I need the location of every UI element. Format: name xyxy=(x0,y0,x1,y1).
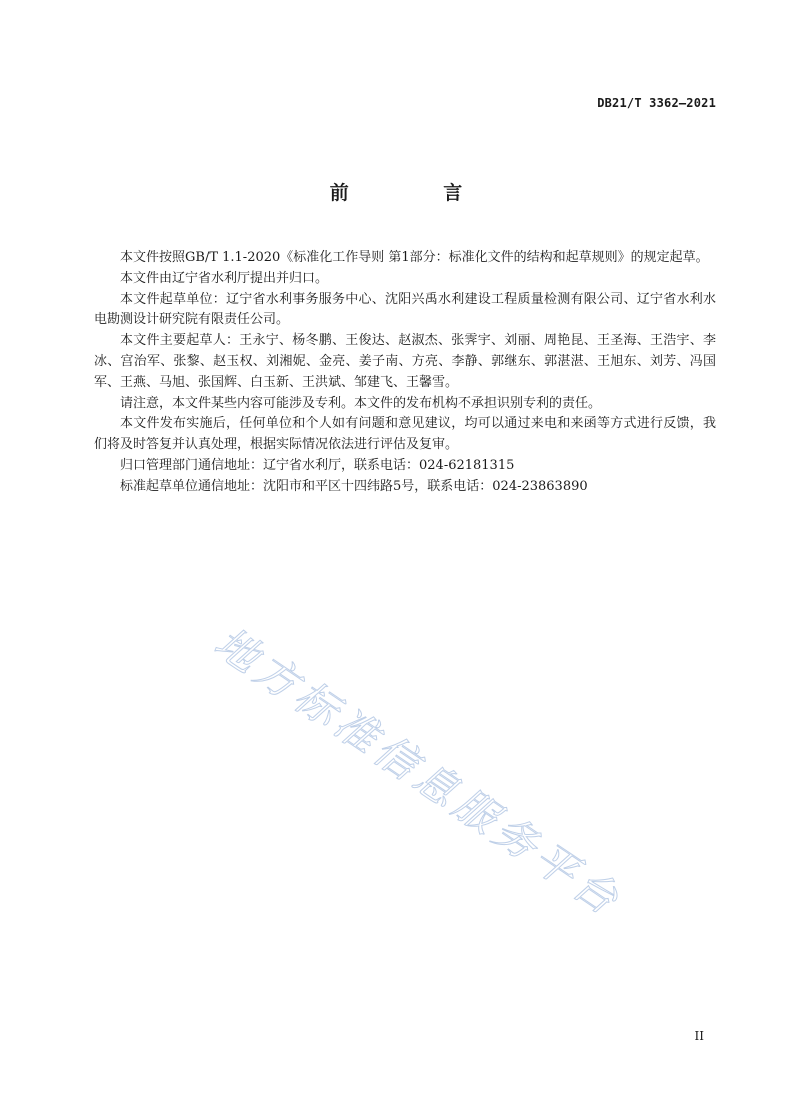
paragraph-management-contact: 归口管理部门通信地址：辽宁省水利厅，联系电话：024-62181315 xyxy=(120,457,515,473)
watermark: 地方标准信息服务平台 xyxy=(205,617,632,927)
paragraph-patent-notice: 请注意，本文件某些内容可能涉及专利。本文件的发布机构不承担识别专利的责任。 xyxy=(120,395,602,411)
preface-body xyxy=(94,248,716,498)
paragraph-drafters: 本文件主要起草人：王永宁、杨冬鹏、王俊达、赵淑杰、张霁宇、刘丽、周艳昆、王圣海、王浩宇、李冰、宫治军、张黎、赵玉权、刘湘妮、金亮、姜子南、方亮、李静、郭继东、郭湛湛、王旭东、刘芳、冯国军、王燕、马旭、张国辉、白玉新、王洪斌、邹建飞、王馨雪。 xyxy=(94,333,716,390)
paragraph-drafting-rules: 本文件按照GB/T 1.1-2020《标准化工作导则 第1部分：标准化文件的结构和起草规则》的规定起草。 xyxy=(120,250,709,265)
standard-code: DB21/T 3362—2021 xyxy=(597,96,716,110)
paragraph-drafting-contact: 标准起草单位通信地址：沈阳市和平区十四纬路5号，联系电话：024-23863890 xyxy=(120,478,588,494)
paragraph-feedback: 本文件发布实施后，任何单位和个人如有问题和意见建议，均可以通过来电和来函等方式进行反馈，我们将及时答复并认真处理，根据实际情况依法进行评估及复审。 xyxy=(94,416,716,453)
paragraph-drafting-units: 本文件起草单位：辽宁省水利事务服务中心、沈阳兴禹水利建设工程质量检测有限公司、辽宁省水利水电勘测设计研究院有限责任公司。 xyxy=(94,291,716,328)
page-number: II xyxy=(694,1029,704,1043)
paragraph-proposer: 本文件由辽宁省水利厅提出并归口。 xyxy=(120,270,329,286)
page-title: 前 言 xyxy=(329,182,507,204)
